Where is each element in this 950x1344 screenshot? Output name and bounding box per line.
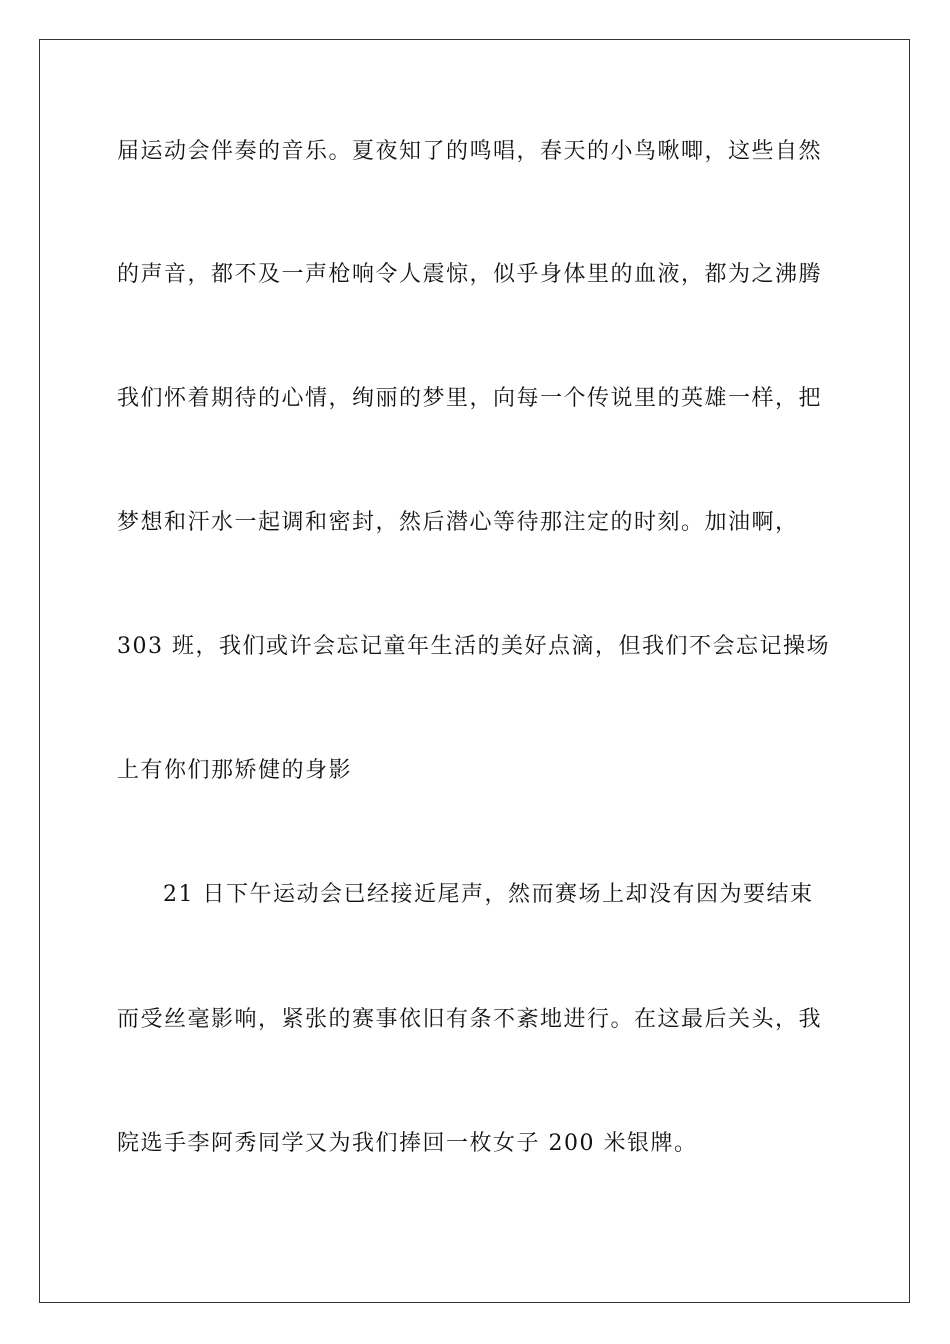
- text-line-5: 303 班，我们或许会忘记童年生活的美好点滴，但我们不会忘记操场: [117, 634, 830, 659]
- text-line-8: 而受丝毫影响，紧张的赛事依旧有条不紊地进行。在这最后关头，我: [117, 1007, 823, 1032]
- text-line-2: 的声音，都不及一声枪响令人震惊，似乎身体里的血液，都为之沸腾: [117, 262, 823, 287]
- text-line-6: 上有你们那矫健的身影: [117, 758, 353, 783]
- page-border: [39, 39, 910, 1303]
- paragraph-start-line: 21 日下午运动会已经接近尾声，然而赛场上却没有因为要结束: [163, 882, 814, 907]
- text-line-9: 院选手李阿秀同学又为我们捧回一枚女子 200 米银牌。: [117, 1131, 698, 1156]
- text-line-1: 届运动会伴奏的音乐。夏夜知了的鸣唱，春天的小鸟啾唧，这些自然: [117, 139, 823, 164]
- text-line-4: 梦想和汗水一起调和密封，然后潜心等待那注定的时刻。加油啊，: [117, 510, 799, 535]
- text-line-3: 我们怀着期待的心情，绚丽的梦里，向每一个传说里的英雄一样，把: [117, 386, 823, 411]
